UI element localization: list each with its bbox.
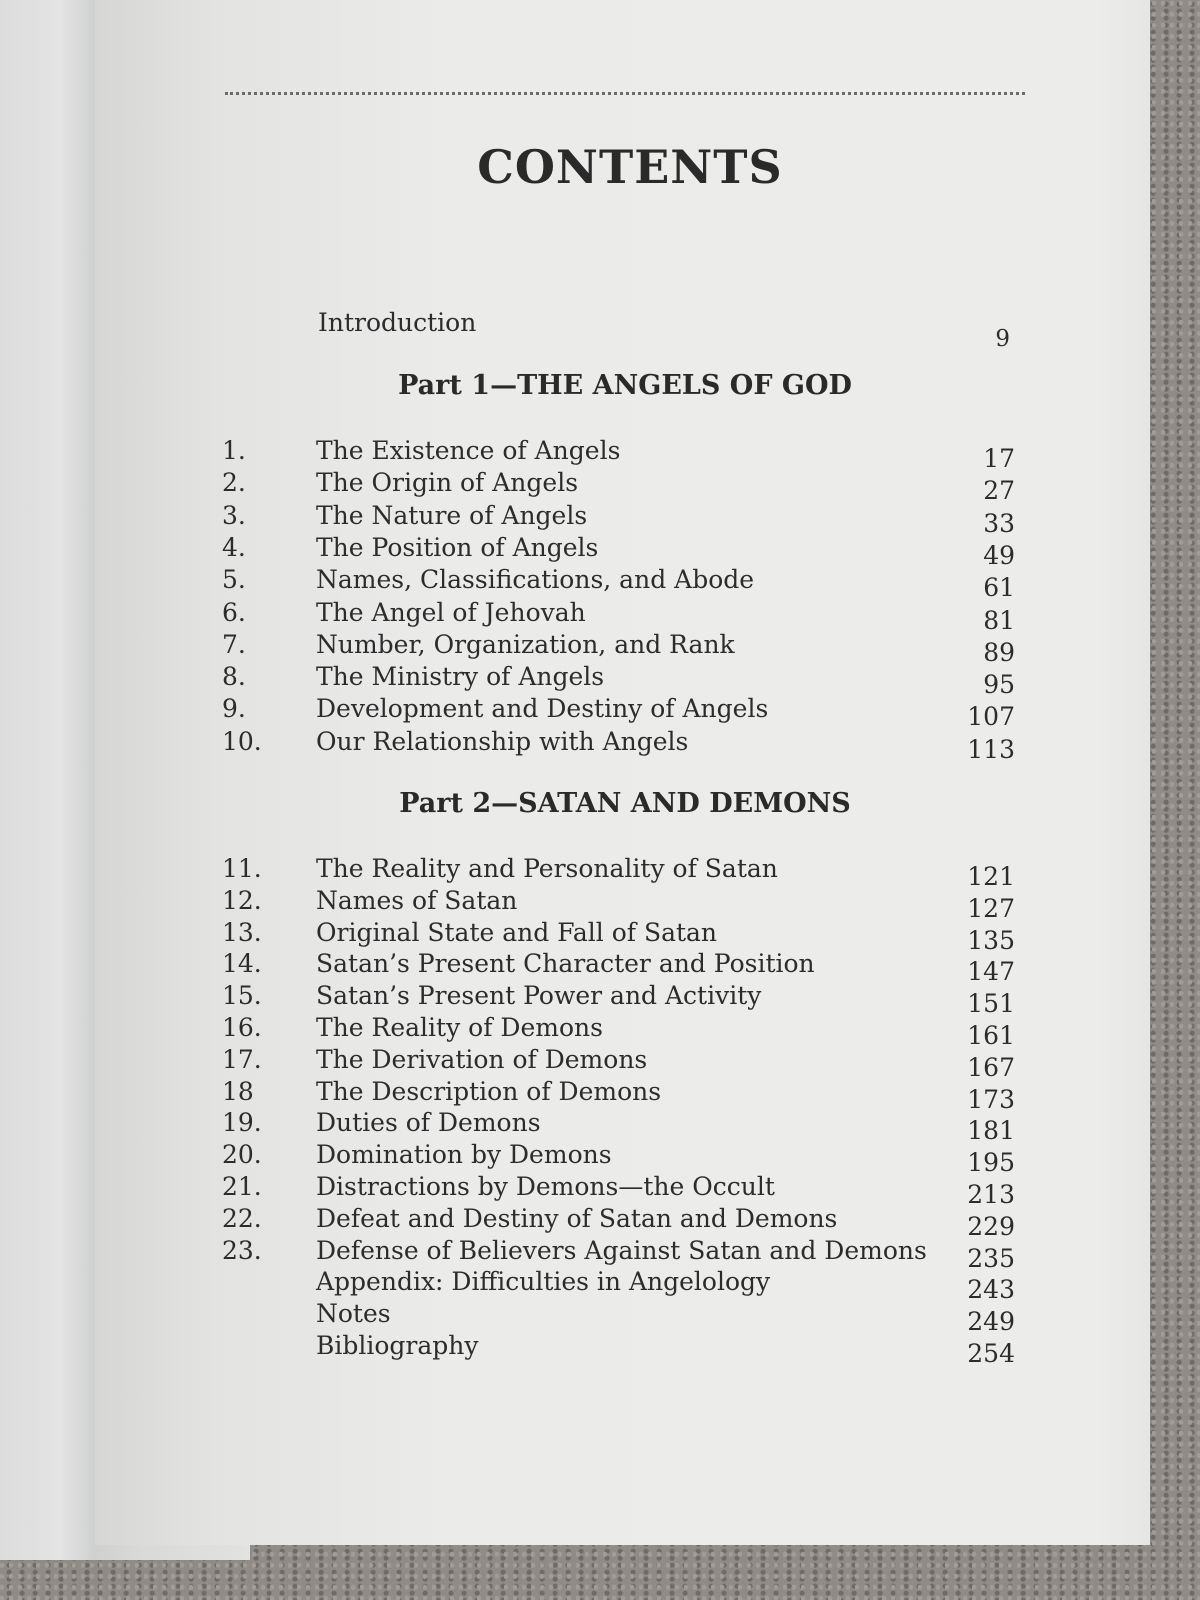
toc-entry — [0, 885, 1200, 923]
chapter-title: Names, Classifications, and Abode — [316, 565, 755, 595]
toc-entry — [0, 949, 1200, 987]
chapter-number: 15. — [222, 981, 262, 1011]
chapter-number: 7. — [222, 629, 246, 659]
chapter-title: The Position of Angels — [316, 532, 599, 562]
page-number: 121 — [967, 862, 1015, 891]
page-number: 249 — [967, 1307, 1015, 1337]
chapter-number: 23. — [222, 1235, 262, 1265]
page-number: 181 — [967, 1116, 1015, 1146]
chapter-title: Bibliography — [316, 1331, 479, 1360]
chapter-title: Defense of Believers Against Satan and Demons — [316, 1235, 927, 1265]
page-number: 17 — [983, 444, 1015, 473]
page-number: 127 — [967, 893, 1015, 923]
page-number: 213 — [967, 1180, 1015, 1209]
page-number: 89 — [983, 637, 1015, 667]
chapter-number: 14. — [222, 949, 262, 979]
page-number: 135 — [967, 925, 1015, 955]
chapter-title: Satan’s Present Power and Activity — [316, 981, 762, 1011]
toc-entry — [0, 532, 1200, 570]
dotted-rule — [225, 92, 1025, 95]
toc-entry — [0, 1235, 1200, 1273]
toc-entry — [0, 500, 1200, 538]
page-number: 235 — [967, 1243, 1015, 1273]
toc-entry — [0, 629, 1200, 667]
toc-entry — [0, 1044, 1200, 1082]
page-number: 113 — [967, 734, 1015, 764]
toc-entry — [0, 1267, 1200, 1305]
toc-entry — [0, 468, 1200, 506]
part-heading: Part 1—THE ANGELS OF GOD — [398, 370, 852, 401]
toc-introduction-label: Introduction — [318, 308, 477, 337]
toc-entry — [0, 436, 1200, 473]
page-number: 161 — [967, 1021, 1015, 1050]
chapter-number: 19. — [222, 1108, 262, 1138]
chapter-number: 18 — [222, 1076, 254, 1106]
toc-entry — [0, 981, 1200, 1019]
toc-entry — [0, 694, 1200, 732]
toc-entry — [0, 597, 1200, 635]
chapter-title: Satan’s Present Character and Position — [316, 949, 815, 979]
chapter-title: Development and Destiny of Angels — [316, 694, 769, 724]
page-number: 95 — [983, 670, 1015, 700]
chapter-title: Appendix: Difficulties in Angelology — [316, 1267, 771, 1297]
chapter-title: The Derivation of Demons — [316, 1044, 648, 1074]
toc-entry — [0, 917, 1200, 955]
chapter-title: Defeat and Destiny of Satan and Demons — [316, 1203, 838, 1233]
chapter-number: 12. — [222, 885, 262, 915]
page-number: 229 — [967, 1211, 1015, 1241]
chapter-number: 16. — [222, 1013, 262, 1042]
chapter-title: The Origin of Angels — [316, 468, 579, 498]
toc-entry — [0, 1331, 1200, 1368]
chapter-number: 10. — [222, 726, 262, 756]
page-number: 195 — [967, 1148, 1015, 1178]
chapter-title: Notes — [316, 1299, 391, 1329]
page-title: CONTENTS — [477, 140, 783, 194]
toc-entry — [0, 1299, 1200, 1337]
chapter-title: Domination by Demons — [316, 1140, 612, 1170]
chapter-number: 11. — [222, 854, 262, 883]
chapter-title: Names of Satan — [316, 885, 518, 915]
chapter-number: 4. — [222, 532, 246, 562]
part-heading: Part 2—SATAN AND DEMONS — [399, 788, 851, 819]
page-number: 173 — [967, 1084, 1015, 1114]
toc-entry — [0, 1076, 1200, 1114]
chapter-title: Original State and Fall of Satan — [316, 917, 718, 947]
toc-introduction-page: 9 — [995, 326, 1010, 352]
chapter-number: 6. — [222, 597, 246, 627]
page-number: 49 — [983, 540, 1015, 570]
toc-entry — [0, 854, 1200, 891]
chapter-title: The Nature of Angels — [316, 500, 588, 530]
chapter-number: 3. — [222, 500, 246, 530]
chapter-number: 5. — [222, 565, 246, 595]
page-number: 147 — [967, 957, 1015, 987]
toc-entry — [0, 1108, 1200, 1146]
chapter-number: 13. — [222, 917, 262, 947]
chapter-title: Number, Organization, and Rank — [316, 629, 735, 659]
chapter-number: 9. — [222, 694, 246, 724]
toc-entry — [0, 1013, 1200, 1050]
chapter-title: Duties of Demons — [316, 1108, 541, 1138]
page-number: 27 — [983, 476, 1015, 506]
chapter-number: 17. — [222, 1044, 262, 1074]
toc-entry — [0, 1203, 1200, 1241]
chapter-number: 21. — [222, 1172, 262, 1201]
page-number: 243 — [967, 1275, 1015, 1305]
page-number: 167 — [967, 1052, 1015, 1082]
page-number: 254 — [967, 1339, 1015, 1368]
toc-entry — [0, 726, 1200, 764]
chapter-title: Distractions by Demons—the Occult — [316, 1172, 775, 1201]
chapter-title: The Reality and Personality of Satan — [316, 854, 778, 883]
chapter-number: 2. — [222, 468, 246, 498]
page-number: 107 — [967, 702, 1015, 732]
chapter-title: The Angel of Jehovah — [316, 597, 586, 627]
chapter-title: The Description of Demons — [316, 1076, 662, 1106]
page-number: 33 — [983, 508, 1015, 538]
chapter-number: 1. — [222, 436, 246, 465]
chapter-number: 20. — [222, 1140, 262, 1170]
chapter-title: The Ministry of Angels — [316, 662, 605, 692]
page-number: 61 — [983, 573, 1015, 603]
page-number: 81 — [983, 605, 1015, 635]
page-number: 151 — [967, 989, 1015, 1019]
chapter-number: 22. — [222, 1203, 262, 1233]
toc-entry — [0, 1140, 1200, 1178]
toc-entry — [0, 662, 1200, 700]
toc-entry — [0, 1172, 1200, 1209]
toc-entry — [0, 565, 1200, 603]
chapter-number: 8. — [222, 662, 246, 692]
chapter-title: The Reality of Demons — [316, 1013, 603, 1042]
chapter-title: The Existence of Angels — [316, 436, 621, 465]
chapter-title: Our Relationship with Angels — [316, 726, 689, 756]
